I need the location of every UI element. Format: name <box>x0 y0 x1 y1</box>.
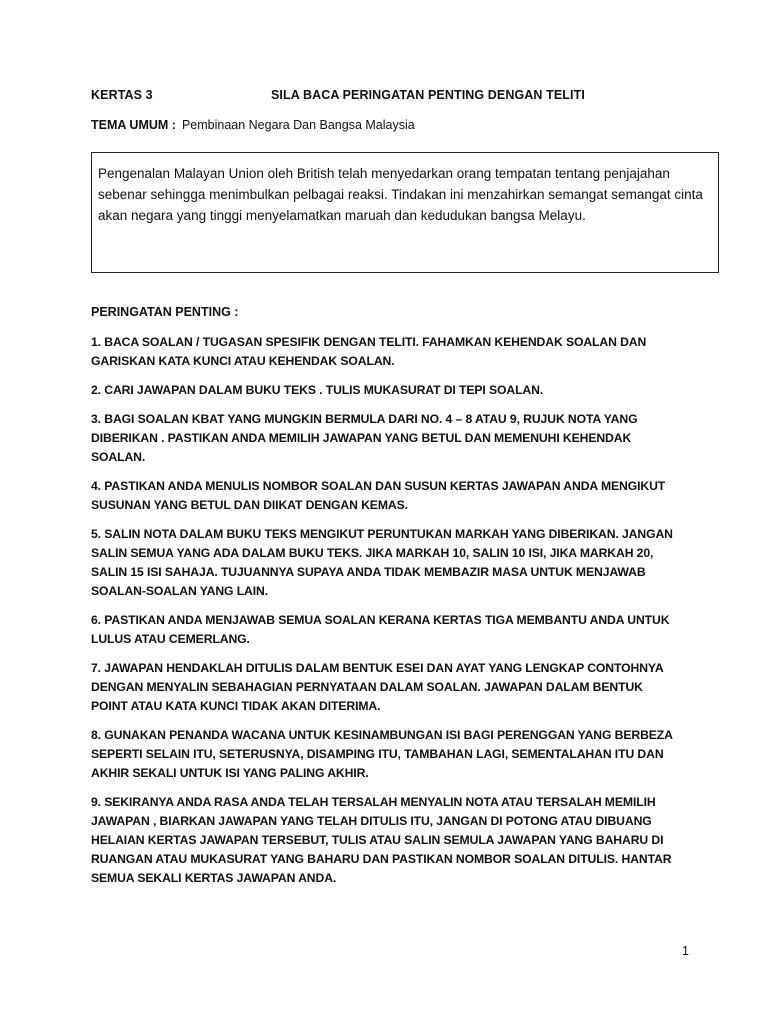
warning-item-6: 6. PASTIKAN ANDA MENJAWAB SEMUA SOALAN KERANA KERTAS TIGA MEMBANTU ANDA UNTUK LULUS ATAU CEMERLANG. <box>91 613 670 646</box>
warning-item-5: 5. SALIN NOTA DALAM BUKU TEKS MENGIKUT PERUNTUKAN MARKAH YANG DIBERIKAN. JANGAN SALIN SEMUA YANG ADA DALAM BUKU TEKS. JIKA MARKAH 10, SALIN 10 ISI, JIKA MARKAH 20, SALIN 15 ISI SAHAJA. TUJUANNYA SUPAYA ANDA TIDAK MEMBAZIR MASA UNTUK MENJAWAB SOALAN-SOALAN YANG LAIN. <box>91 527 673 598</box>
paper-label: KERTAS 3 <box>91 88 153 102</box>
warnings-list <box>91 333 681 898</box>
general-theme <box>91 118 415 132</box>
intro-text: Pengenalan Malayan Union oleh British telah menyedarkan orang tempatan tentang penjajahan sebenar sehingga menimbulkan pelbagai reaksi. Tindakan ini menzahirkan semangat semangat cinta akan negara yang tinggi menyelamatkan maruah dan kedudukan bangsa Melayu. <box>98 166 703 223</box>
warning-item-1: 1. BACA SOALAN / TUGASAN SPESIFIK DENGAN TELITI. FAHAMKAN KEHENDAK SOALAN DAN GARISKAN KATA KUNCI ATAU KEHENDAK SOALAN. <box>91 335 647 368</box>
warning-item-9: 9. SEKIRANYA ANDA RASA ANDA TELAH TERSALAH MENYALIN NOTA ATAU TERSALAH MEMILIH JAWAPAN , BIARKAN JAWAPAN YANG TELAH DITULIS ITU, JANGAN DI POTONG ATAU DIBUANG HELAIAN KERTAS JAWAPAN TERSEBUT, TULIS ATAU SALIN SEMULA JAWAPAN YANG BAHARU DI RUANGAN ATAU MUKASURAT YANG BAHARU DAN PASTIKAN NOMBOR SOALAN DITULIS. HANTAR SEMUA SEKALI KERTAS JAWAPAN ANDA. <box>91 795 672 885</box>
warning-item-3: 3. BAGI SOALAN KBAT YANG MUNGKIN BERMULA DARI NO. 4 – 8 ATAU 9, RUJUK NOTA YANG DIBERIKAN . PASTIKAN ANDA MEMILIH JAWAPAN YANG BETUL DAN MEMENUHI KEHENDAK SOALAN. <box>91 412 638 464</box>
warning-item-2: 2. CARI JAWAPAN DALAM BUKU TEKS . TULIS MUKASURAT DI TEPI SOALAN. <box>91 383 544 397</box>
warning-item-8: 8. GUNAKAN PENANDA WACANA UNTUK KESINAMBUNGAN ISI BAGI PERENGGAN YANG BERBEZA SEPERTI SELAIN ITU, SETERUSNYA, DISAMPING ITU, TAMBAHAN LAGI, SEMENTALAHAN ITU DAN AKHIR SEKALI UNTUK ISI YANG PALING AKHIR. <box>91 728 673 780</box>
theme-value: Pembinaan Negara Dan Bangsa Malaysia <box>181 118 415 132</box>
theme-label: TEMA UMUM : <box>91 118 176 132</box>
intro-box <box>91 152 719 273</box>
warning-item-7: 7. JAWAPAN HENDAKLAH DITULIS DALAM BENTUK ESEI DAN AYAT YANG LENGKAP CONTOHNYA DENGAN MENYALIN SEBAHAGIAN PERNYATAAN DALAM SOALAN. JAWAPAN DALAM BENTUK POINT ATAU KATA KUNCI TIDAK AKAN DITERIMA. <box>91 661 664 713</box>
warnings-title: PERINGATAN PENTING : <box>91 305 239 319</box>
notice-heading: SILA BACA PERINGATAN PENTING DENGAN TELITI <box>271 88 585 102</box>
page-number: 1 <box>682 944 689 958</box>
warning-item-4: 4. PASTIKAN ANDA MENULIS NOMBOR SOALAN DAN SUSUN KERTAS JAWAPAN ANDA MENGIKUT SUSUNAN YANG BETUL DAN DIIKAT DENGAN KEMAS. <box>91 479 666 512</box>
